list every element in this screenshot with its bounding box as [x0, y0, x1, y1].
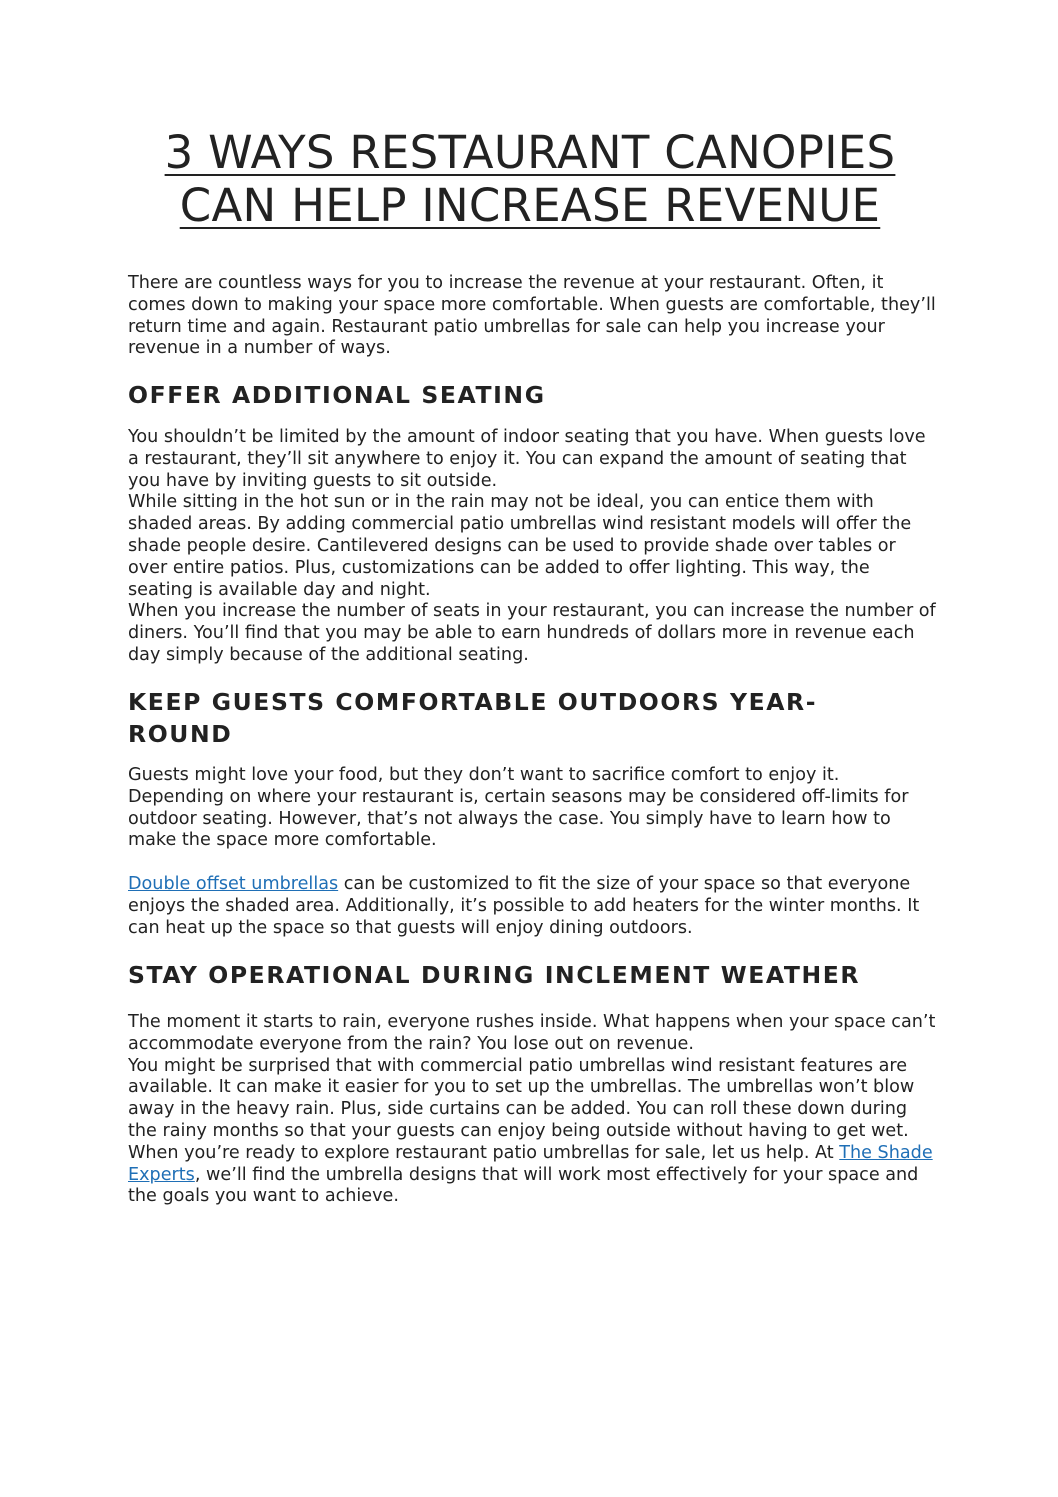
closing-paragraph — [128, 1143, 938, 1208]
section-year-round-body — [128, 765, 938, 852]
paragraph: You might be surprised that with commercial patio umbrellas wind resistant features are available. It can make it easier for you to set up the umbrellas. The umbrellas won’t blow away in the heavy rain. Plus, side curtains can be added. You can roll these down during the rainy months so that your guests can enjoy being outside without having to get wet. — [128, 1055, 915, 1141]
paragraph: When you increase the number of seats in your restaurant, you can increase the number of diners. You’ll find that you may be able to earn hundreds of dollars more in revenue each day simply because of the additional seating. — [128, 601, 936, 665]
section-heading: KEEP GUESTS COMFORTABLE OUTDOORS YEAR-ROUND — [128, 688, 818, 748]
section-inclement-weather — [128, 959, 938, 991]
section-additional-seating-body — [128, 427, 938, 667]
section-inclement-weather-body — [128, 1012, 938, 1208]
paragraph: While sitting in the hot sun or in the rain may not be ideal, you can entice them with shaded areas. By adding commercial patio umbrellas wind resistant models will offer the shade people desire. Cantilevered designs can be used to provide shade over tables or over entire patios. Plus, customizations can be added to offer lighting. This way, the seating is available day and night. — [128, 492, 912, 600]
paragraph — [128, 874, 938, 939]
section-heading: OFFER ADDITIONAL SEATING — [128, 381, 546, 409]
intro-paragraph: There are countless ways for you to increase the revenue at your restaurant. Often, it comes down to making your space more comfortable. When guests are comfortable, they’ll return time and again. Restaurant patio umbrellas for sale can help you increase your revenue in a number of ways. — [128, 273, 936, 359]
paragraph-text: can be customized to fit the size of your space so that everyone enjoys the shaded area. Additionally, it’s possible to add heaters for the winter months. It can heat up the space so that guests will enjoy dining outdoors. — [128, 874, 920, 938]
paragraph: The moment it starts to rain, everyone rushes inside. What happens when your space can’t accommodate everyone from the rain? You lose out on revenue. — [128, 1012, 936, 1054]
paragraph-text: When you’re ready to explore restaurant patio umbrellas for sale, let us help. At — [128, 1142, 840, 1163]
page-title: 3 WAYS RESTAURANT CANOPIES CAN HELP INCREASE REVENUE — [164, 126, 896, 232]
the-shade-experts-link[interactable]: The Shade Experts — [128, 1142, 933, 1185]
paragraph-text: , we’ll find the umbrella designs that will work most effectively for your space and the goals you want to achieve. — [128, 1164, 919, 1207]
section-heading: STAY OPERATIONAL DURING INCLEMENT WEATHER — [128, 961, 861, 989]
intro-block — [128, 273, 938, 360]
link-paragraph — [128, 874, 938, 939]
paragraph: Guests might love your food, but they don’t want to sacrifice comfort to enjoy it. Depending on where your restaurant is, certain seasons may be considered off-limits for outdoor seating. However, that’s not always the case. You simply have to learn how to make the space more comfortable. — [128, 765, 909, 851]
paragraph: You shouldn’t be limited by the amount of indoor seating that you have. When guests love a restaurant, they’ll sit anywhere to enjoy it. You can expand the amount of seating that you have by inviting guests to sit outside. — [128, 427, 926, 491]
section-additional-seating — [128, 379, 938, 411]
double-offset-umbrellas-link[interactable]: Double offset umbrellas — [128, 874, 339, 894]
section-year-round — [128, 686, 938, 750]
